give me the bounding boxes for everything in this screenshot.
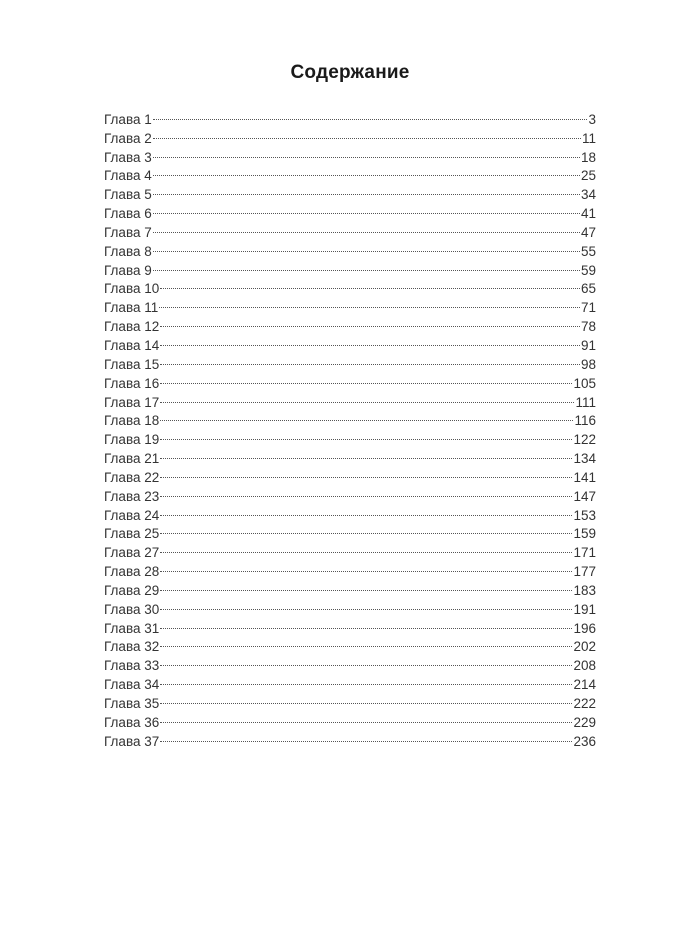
dot-leader [160, 633, 572, 652]
dot-leader [160, 482, 572, 501]
toc-entry-page-number: 229 [573, 714, 596, 727]
toc-entry-page-number: 11 [581, 130, 596, 143]
toc-entry-label: Глава 2 [104, 130, 152, 143]
toc-entry-page-number: 55 [580, 243, 596, 256]
dot-leader [160, 670, 572, 689]
toc-entry[interactable] [104, 388, 596, 407]
toc-entry-page-number: 196 [573, 620, 596, 633]
toc-entry-page-number: 91 [580, 337, 596, 350]
dot-leader [153, 124, 581, 143]
toc-entry[interactable] [104, 162, 596, 181]
toc-entry-page-number: 116 [574, 413, 596, 426]
toc-entry-page-number: 122 [573, 432, 596, 445]
toc-entry[interactable] [104, 218, 596, 237]
toc-entry-page-number: 47 [580, 224, 596, 237]
toc-entry-label: Глава 10 [104, 281, 160, 294]
toc-entry-page-number: 153 [573, 507, 596, 520]
toc-entry[interactable] [104, 293, 596, 312]
toc-entry-page-number: 111 [575, 394, 596, 407]
dot-leader [160, 350, 580, 369]
toc-entry-label: Глава 24 [104, 507, 160, 520]
toc-entry-label: Глава 14 [104, 337, 160, 350]
toc-entry[interactable] [104, 708, 596, 727]
toc-entry[interactable] [104, 689, 596, 708]
toc-entry-label: Глава 3 [104, 149, 152, 162]
toc-entry[interactable] [104, 614, 596, 633]
dot-leader [160, 576, 572, 595]
toc-entry-page-number: 65 [580, 281, 596, 294]
toc-entry-page-number: 41 [580, 206, 596, 219]
dot-leader [160, 727, 572, 746]
dot-leader [160, 331, 580, 350]
toc-entry-page-number: 191 [573, 601, 596, 614]
toc-entry-page-number: 98 [580, 356, 596, 369]
toc-entry[interactable] [104, 256, 596, 275]
dot-leader [153, 162, 580, 181]
toc-entry-page-number: 208 [573, 658, 596, 671]
dot-leader [160, 538, 572, 557]
dot-leader [160, 689, 572, 708]
toc-entry-page-number: 236 [573, 733, 596, 746]
toc-entry[interactable] [104, 124, 596, 143]
toc-entry-label: Глава 28 [104, 564, 160, 577]
toc-entry[interactable] [104, 199, 596, 218]
toc-entry-label: Глава 1 [104, 111, 152, 124]
toc-entry-label: Глава 25 [104, 526, 160, 539]
dot-leader [160, 312, 580, 331]
dot-leader [160, 557, 572, 576]
toc-entry[interactable] [104, 369, 596, 388]
dot-leader [160, 595, 572, 614]
dot-leader [160, 520, 572, 539]
toc-entry-page-number: 78 [580, 319, 596, 332]
toc-entry-page-number: 202 [573, 639, 596, 652]
toc-entry-page-number: 222 [573, 696, 596, 708]
toc-entry-page-number: 159 [573, 526, 596, 539]
toc-entry-label: Глава 30 [104, 601, 160, 614]
dot-leader [153, 218, 580, 237]
toc-entry-label: Глава 17 [104, 394, 160, 407]
toc-entry-label: Глава 21 [104, 451, 160, 464]
toc-entry-label: Глава 34 [104, 677, 160, 690]
toc-entry-label: Глава 6 [104, 206, 152, 219]
dot-leader [153, 180, 580, 199]
dot-leader [159, 293, 580, 312]
dot-leader [153, 256, 580, 275]
toc-entry-page-number: 147 [573, 488, 596, 501]
toc-entry-label: Глава 19 [104, 432, 160, 445]
dot-leader [153, 199, 580, 218]
toc-entry[interactable] [104, 727, 596, 746]
toc-entry[interactable] [104, 633, 596, 652]
toc-entry-page-number: 134 [573, 451, 596, 464]
toc-entry[interactable] [104, 105, 596, 124]
toc-entry-label: Глава 7 [104, 224, 152, 237]
toc-entry[interactable] [104, 501, 596, 520]
toc-entry-label: Глава 22 [104, 469, 160, 482]
toc-entry[interactable] [104, 557, 596, 576]
toc-entry[interactable] [104, 350, 596, 369]
toc-entry-page-number: 18 [580, 149, 596, 162]
toc-entry-label: Глава 37 [104, 733, 160, 746]
toc-entry-page-number: 3 [588, 111, 596, 124]
dot-leader [160, 651, 572, 670]
dot-leader [160, 275, 580, 294]
toc-entry[interactable] [104, 520, 596, 539]
toc-entry-label: Глава 4 [104, 168, 152, 181]
toc-entry-page-number: 171 [573, 545, 596, 558]
toc-entry-label: Глава 11 [104, 300, 159, 313]
toc-entry-label: Глава 12 [104, 319, 160, 332]
toc-entry-label: Глава 16 [104, 375, 160, 388]
toc-entry[interactable] [104, 595, 596, 614]
toc-entry-page-number: 183 [573, 582, 596, 595]
dot-leader [160, 463, 572, 482]
toc-entry-page-number: 71 [580, 300, 596, 313]
page-title: Содержание [290, 62, 410, 83]
toc-entry-label: Глава 36 [104, 714, 160, 727]
toc-entry[interactable] [104, 425, 596, 444]
toc-entry-label: Глава 31 [104, 620, 160, 633]
toc-entry[interactable] [104, 407, 596, 426]
dot-leader [160, 388, 574, 407]
dot-leader [160, 444, 572, 463]
toc-entry-label: Глава 27 [104, 545, 160, 558]
toc-entry-label: Глава 15 [104, 356, 160, 369]
toc-entry-label: Глава 29 [104, 582, 160, 595]
dot-leader [160, 501, 572, 520]
toc-entry-label: Глава 18 [104, 413, 160, 426]
toc-entry[interactable] [104, 651, 596, 670]
toc-entry-page-number: 214 [573, 677, 596, 690]
toc-entry-label: Глава 23 [104, 488, 160, 501]
dot-leader [160, 708, 572, 727]
dot-leader [153, 105, 588, 124]
toc-entry-label: Глава 35 [104, 696, 160, 708]
toc-entry-label: Глава 8 [104, 243, 152, 256]
toc-entry[interactable] [104, 463, 596, 482]
toc-entry-page-number: 34 [580, 187, 596, 200]
toc-entry-page-number: 59 [580, 262, 596, 275]
toc-entry-page-number: 105 [573, 375, 596, 388]
toc-entry-page-number: 141 [573, 469, 596, 482]
toc-entry[interactable] [104, 237, 596, 256]
toc-entry[interactable] [104, 444, 596, 463]
toc-entry[interactable] [104, 312, 596, 331]
toc-entry-page-number: 177 [573, 564, 596, 577]
toc-entry[interactable] [104, 180, 596, 199]
toc-entry[interactable] [104, 331, 596, 350]
dot-leader [153, 237, 580, 256]
toc-entry[interactable] [104, 670, 596, 689]
toc-entry-label: Глава 33 [104, 658, 160, 671]
toc-entry-label: Глава 9 [104, 262, 152, 275]
dot-leader [160, 425, 572, 444]
dot-leader [160, 369, 572, 388]
table-of-contents [104, 105, 596, 746]
toc-entry[interactable] [104, 576, 596, 595]
dot-leader [153, 143, 580, 162]
toc-entry[interactable] [104, 275, 596, 294]
toc-entry-label: Глава 5 [104, 187, 152, 200]
toc-entry[interactable] [104, 143, 596, 162]
dot-leader [160, 614, 572, 633]
toc-entry-label: Глава 32 [104, 639, 160, 652]
toc-entry-page-number: 25 [580, 168, 596, 181]
toc-entry[interactable] [104, 538, 596, 557]
toc-entry[interactable] [104, 482, 596, 501]
dot-leader [160, 407, 573, 426]
